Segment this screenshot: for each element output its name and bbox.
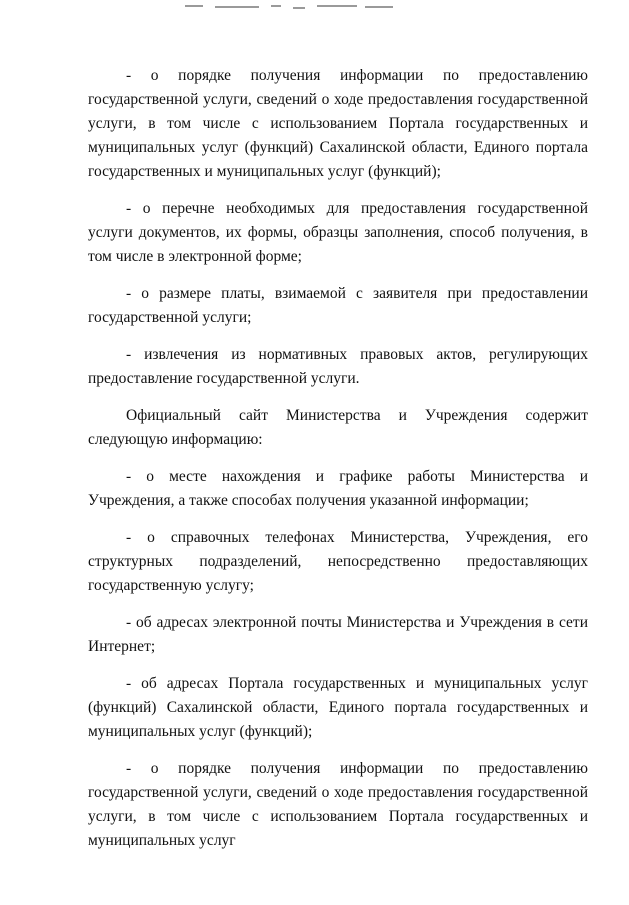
paragraph: - извлечения из нормативных правовых актов, регулирующих предоставление государственной услуги. (88, 346, 588, 387)
paragraph: - о размере платы, взимаемой с заявителя при предоставлении государственной услуги; (88, 285, 588, 326)
document-body (88, 64, 588, 853)
paragraph: - о перечне необходимых для предоставления государственной услуги документов, их формы, образцы заполнения, способ получения, в том числе в электронной форме; (88, 200, 588, 265)
paragraph: - о порядке получения информации по предоставлению государственной услуги, сведений о ходе предоставления государственной услуги, в том числе с использованием Портала государственных и муниципальных услуг (функций) Сахалинской области, Единого портала государственных и муниципальных услуг (функций); (88, 67, 588, 180)
scan-artifact (185, 2, 415, 12)
paragraph: - о справочных телефонах Министерства, Учреждения, его структурных подразделений, непосредственно предоставляющих государственную услугу; (88, 529, 588, 594)
paragraph: - о месте нахождения и графике работы Министерства и Учреждения, а также способах получения указанной информации; (88, 468, 588, 509)
paragraph: - об адресах электронной почты Министерства и Учреждения в сети Интернет; (88, 614, 588, 655)
paragraph: - об адресах Портала государственных и муниципальных услуг (функций) Сахалинской области, Единого портала государственных и муниципальных услуг (функций); (88, 675, 588, 740)
paragraph: - о порядке получения информации по предоставлению государственной услуги, сведений о ходе предоставления государственной услуги, в том числе с использованием Портала государственных и муниципальных услуг (88, 760, 588, 849)
paragraph: Официальный сайт Министерства и Учреждения содержит следующую информацию: (88, 407, 588, 448)
